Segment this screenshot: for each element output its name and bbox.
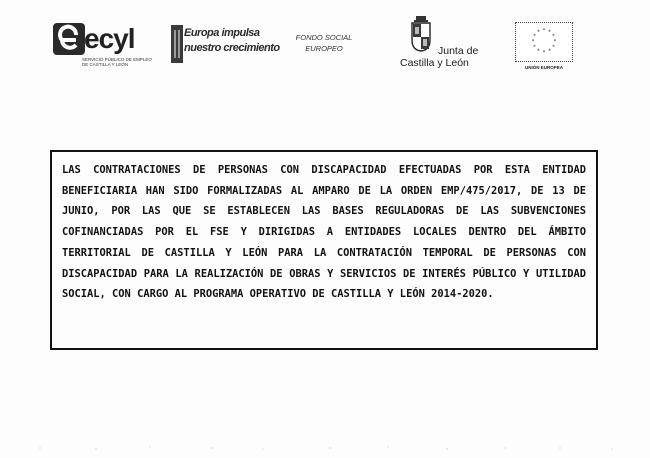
junta-line1: Junta de: [438, 45, 479, 57]
svg-text:*: *: [533, 44, 536, 51]
svg-text:*: *: [552, 44, 555, 51]
eu-stars-icon: [516, 23, 572, 61]
fondo-social-europeo-label: [284, 32, 364, 54]
svg-text:*: *: [533, 33, 536, 40]
scan-speckle: [0, 440, 650, 452]
europa-impulsa-line2: nuestro crecimiento: [184, 42, 280, 54]
svg-text:*: *: [537, 48, 540, 55]
fse-line1: FONDO SOCIAL: [295, 33, 353, 42]
europa-impulsa-logo: [170, 24, 280, 64]
svg-text:*: *: [553, 39, 557, 45]
union-europea-logo: [515, 22, 573, 84]
ecyl-e-icon: [52, 22, 86, 56]
eu-flag: [515, 22, 573, 62]
junta-castilla-leon-logo: [392, 16, 482, 74]
svg-text:*: *: [531, 39, 535, 45]
junta-text: [400, 45, 480, 69]
junta-line2: Castilla y León: [400, 57, 469, 69]
europa-impulsa-line1: Europa impulsa: [184, 27, 260, 39]
fse-line2: EUROPEO: [305, 44, 343, 53]
svg-text:*: *: [548, 48, 551, 55]
svg-text:*: *: [542, 28, 546, 34]
svg-text:*: *: [537, 29, 540, 36]
union-europea-label: UNIÓN EUROPEA: [524, 65, 563, 70]
svg-text:*: *: [542, 50, 546, 56]
ecyl-wordmark: ecyl: [84, 23, 135, 54]
svg-text:*: *: [548, 29, 551, 36]
ecyl-subtitle: SERVICIO PÚBLICO DE EMPLEO DE CASTILLA Y LEÓN: [82, 57, 152, 67]
europa-impulsa-text: [184, 26, 280, 56]
notice-box: [50, 150, 598, 350]
svg-text:*: *: [552, 33, 555, 40]
notice-text: LAS CONTRATACIONES DE PERSONAS CON DISCAPACIDAD EFECTUADAS POR ESTA ENTIDAD BENEFICIARIA HAN SIDO FORMALIZADAS AL AMPARO DE LA ORDEN EMP/475/2017, DE 13 DE JUNIO, POR LAS QUE SE ESTABLECEN LAS BASES REGULADORAS DE LAS SUBVENCIONES COFINANCIADAS POR EL FSE Y DIRIGIDAS A ENTIDADES LOCALES DENTRO DEL ÁMBITO TERRITORIAL DE CASTILLA Y LEÓN PARA LA CONTRATACIÓN TEMPORAL DE PERSONAS CON DISCAPACIDAD PARA LA REALIZACIÓN DE OBRAS Y SERVICIOS DE INTERÉS PÚBLICO Y UTILIDAD SOCIAL, CON CARGO AL PROGRAMA OPERATIVO DE CASTILLA Y LEÓN 2014-2020.: [62, 164, 586, 301]
ecyl-logo: [52, 22, 172, 70]
europa-impulsa-icon: [170, 24, 184, 64]
